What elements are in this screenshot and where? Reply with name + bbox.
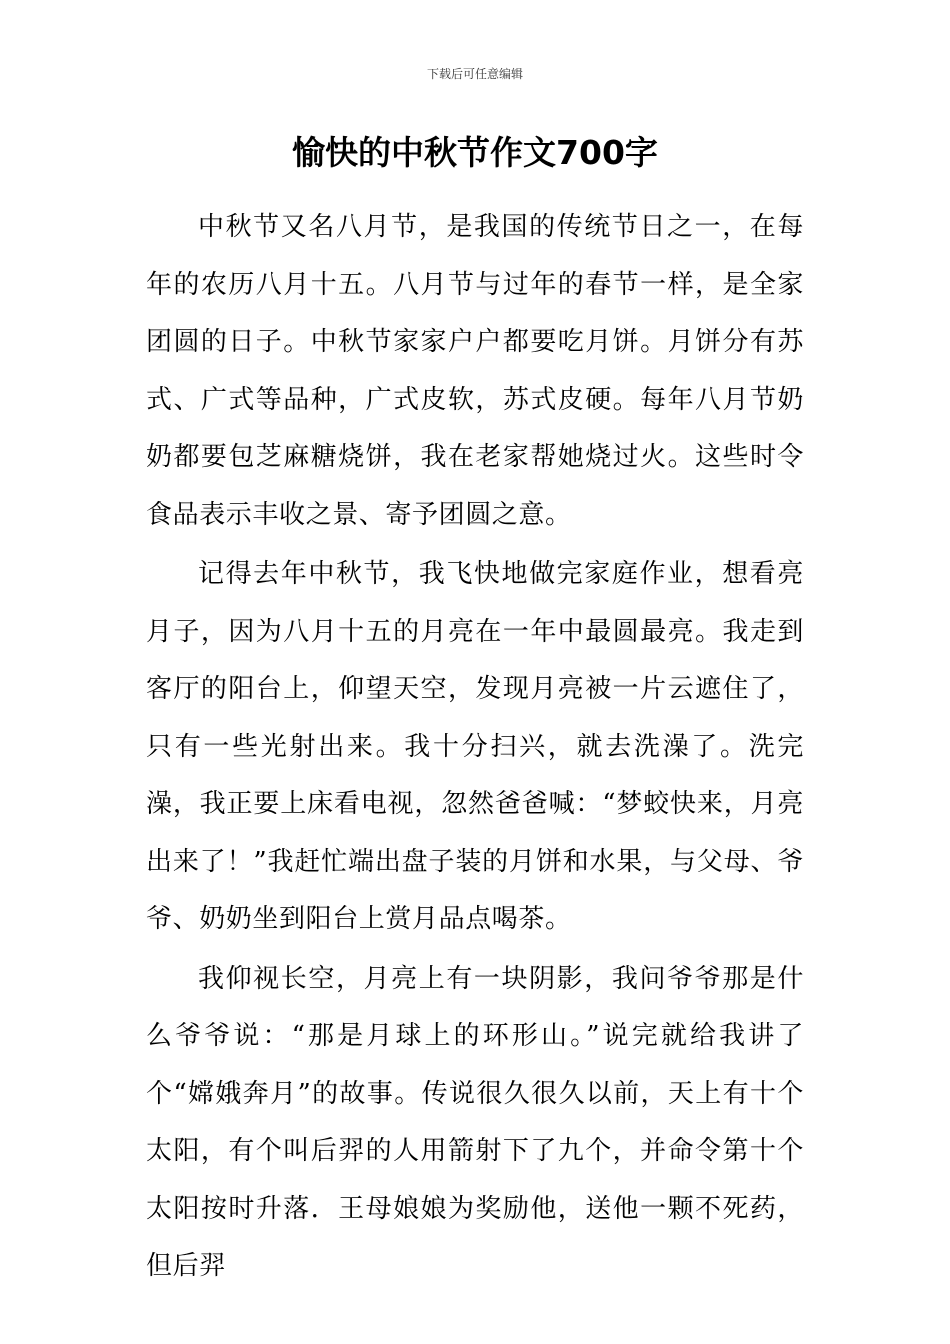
document-body [146, 199, 804, 1298]
paragraph-1: 中秋节又名八月节，是我国的传统节日之一，在每年的农历八月十五。八月节与过年的春节一样，是全家团圆的日子。中秋节家家户户都要吃月饼。月饼分有苏式、广式等品种，广式皮软，苏式皮硬。每年八月节奶奶都要包芝麻糖烧饼，我在老家帮她烧过火。这些时令食品表示丰收之景、寄予团圆之意。 [146, 212, 804, 530]
header-note: 下载后可任意编辑 [426, 67, 523, 81]
paragraph-3: 我仰视长空，月亮上有一块阴影，我问爷爷那是什么爷爷说：“那是月球上的环形山。”说完就给我讲了个“嫦娥奔月”的故事。传说很久很久以前，天上有十个太阳，有个叫后羿的人用箭射下了九个，并命令第十个太阳按时升落．王母娘娘为奖励他，送他一颗不死药，但后羿 [146, 963, 804, 1281]
paragraph-2: 记得去年中秋节，我飞快地做完家庭作业，想看亮月子，因为八月十五的月亮在一年中最圆最亮。我走到客厅的阳台上，仰望天空，发现月亮被一片云遮住了，只有一些光射出来。我十分扫兴，就去洗澡了。洗完澡，我正要上床看电视，忽然爸爸喊：“梦蛟快来，月亮出来了！”我赶忙端出盘子装的月饼和水果，与父母、爷爷、奶奶坐到阳台上赏月品点喝茶。 [146, 559, 804, 934]
document-title: 愉快的中秋节作文700字 [292, 133, 658, 172]
